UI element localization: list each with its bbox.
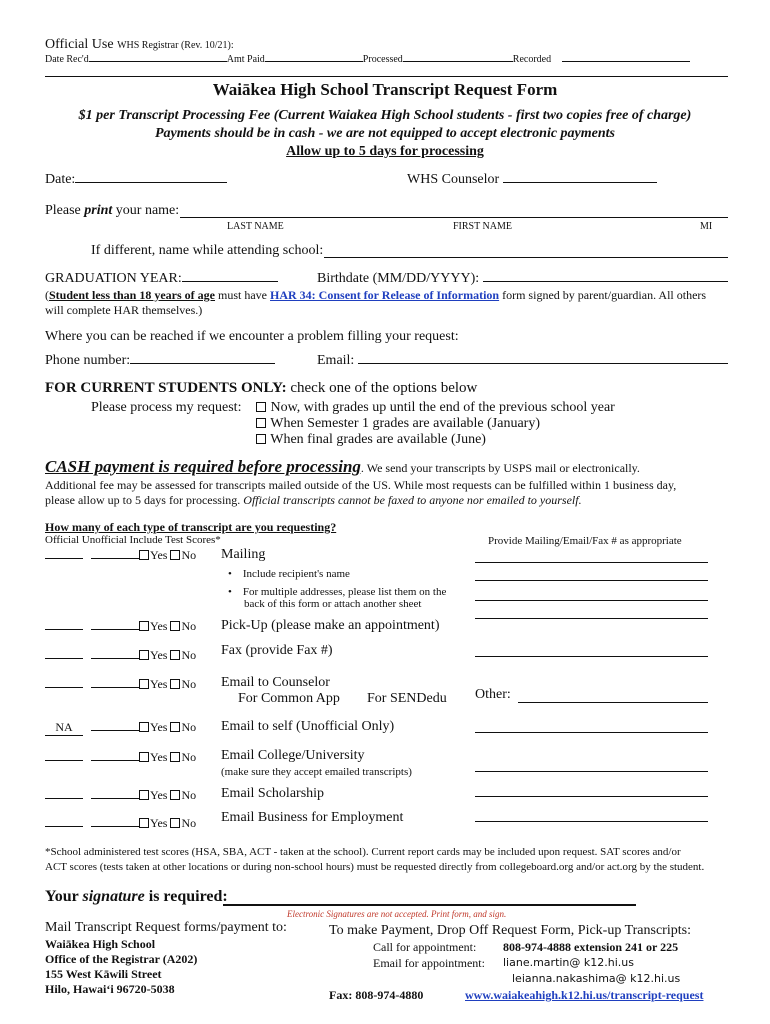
employment-line[interactable] xyxy=(475,821,708,822)
option-now[interactable] xyxy=(256,400,615,416)
email-1[interactable]: liane.martin@ k12.hi.us xyxy=(503,956,634,969)
bullet-text: Include recipient's name xyxy=(242,568,350,580)
cash-line-3-italic: Official transcripts cannot be faxed to anyone nor emailed to yourself. xyxy=(243,493,582,507)
amt-paid-field[interactable] xyxy=(265,61,363,62)
cash-heading: CASH payment is required before processing xyxy=(45,457,361,476)
common-app-label: For Common App xyxy=(238,691,340,706)
mail-heading: Mail Transcript Request forms/payment to: xyxy=(45,920,287,935)
no-label: No xyxy=(181,720,197,734)
scholarship-row-counts xyxy=(45,788,196,803)
na-label: NA xyxy=(55,720,73,734)
yes-checkbox[interactable] xyxy=(139,679,149,689)
current-students-rest: check one of the options below xyxy=(286,380,478,396)
email-field[interactable] xyxy=(358,363,728,364)
mi-label: MI xyxy=(700,221,713,232)
form-title: Waiākea High School Transcript Request Form xyxy=(212,80,558,99)
minor-note-2: will complete HAR themselves.) xyxy=(45,303,203,317)
call-label: Call for appointment: xyxy=(373,940,477,954)
cash-line-3 xyxy=(45,493,582,508)
no-label: No xyxy=(181,816,197,830)
no-checkbox[interactable] xyxy=(170,752,180,762)
current-students-heading xyxy=(45,380,477,397)
mailing-line-1[interactable] xyxy=(475,562,708,563)
column-headers: Official Unofficial Include Test Scores* xyxy=(45,534,221,546)
signature-label xyxy=(45,888,228,906)
no-checkbox[interactable] xyxy=(170,621,180,631)
other-field[interactable] xyxy=(518,702,708,703)
yes-label: Yes xyxy=(150,648,168,662)
no-checkbox[interactable] xyxy=(170,679,180,689)
mail-line-3: 155 West Kāwili Street xyxy=(45,967,162,981)
phone-row xyxy=(45,353,275,369)
email-appointment-label: Email for appointment: xyxy=(373,956,485,970)
bullet-text: For multiple addresses, please list them on the xyxy=(242,586,447,598)
official-count[interactable] xyxy=(45,658,83,659)
email-employment-label: Email Business for Employment xyxy=(221,810,404,825)
option-semester1[interactable] xyxy=(256,416,540,432)
official-na xyxy=(45,720,83,736)
table-question: How many of each type of transcript are you requesting? xyxy=(45,520,337,534)
date-row xyxy=(45,172,227,188)
yes-label: Yes xyxy=(150,677,168,691)
print-post: your name: xyxy=(112,203,180,218)
yes-label: Yes xyxy=(150,750,168,764)
name-field[interactable] xyxy=(180,217,728,218)
cash-line: Payments should be in cash - we are not equipped to accept electronic payments xyxy=(154,126,616,141)
email-row xyxy=(317,353,728,369)
email-self-label: Email to self (Unofficial Only) xyxy=(221,719,395,734)
minor-mid: must have xyxy=(215,288,271,302)
email-college-label: Email College/University xyxy=(221,748,365,763)
email-label: Email: xyxy=(317,353,355,368)
no-checkbox[interactable] xyxy=(170,818,180,828)
unofficial-count[interactable] xyxy=(91,730,139,731)
different-name-field[interactable] xyxy=(324,257,728,258)
college-note: (make sure they accept emailed transcripts) xyxy=(221,766,412,778)
official-count[interactable] xyxy=(45,826,83,827)
email-counselor-label: Email to Counselor xyxy=(221,675,330,690)
no-checkbox[interactable] xyxy=(170,790,180,800)
email-2[interactable]: leianna.nakashima@ k12.hi.us xyxy=(512,972,681,985)
option-label: When final grades are available (June) xyxy=(270,432,486,447)
minor-note: (Student less than 18 years of age must have HAR 34: Consent for Release of Information form signed by parent/guardian. All others xyxy=(45,288,707,302)
office-use-label: Official Use xyxy=(45,37,114,52)
sendedu-label: For SENDedu xyxy=(367,691,447,706)
option-final[interactable] xyxy=(256,432,486,448)
unofficial-count[interactable] xyxy=(91,658,139,659)
self-line[interactable] xyxy=(475,732,708,733)
yes-checkbox[interactable] xyxy=(139,650,149,660)
yes-checkbox[interactable] xyxy=(139,550,149,560)
print-word: print xyxy=(84,203,113,218)
no-label: No xyxy=(181,648,197,662)
unofficial-count[interactable] xyxy=(91,826,139,827)
days-line: Allow up to 5 days for processing xyxy=(286,144,484,159)
mailing-line-2[interactable] xyxy=(475,580,708,581)
recorded-field[interactable] xyxy=(562,61,690,62)
signature-note: Electronic Signatures are not accepted. Print form, and sign. xyxy=(287,909,507,919)
header-divider xyxy=(45,76,728,77)
last-name-label: LAST NAME xyxy=(227,221,284,232)
scholarship-line[interactable] xyxy=(475,796,708,797)
no-checkbox[interactable] xyxy=(170,550,180,560)
signature-post: is required: xyxy=(144,888,228,905)
grad-row xyxy=(45,271,278,287)
har-34-link[interactable]: HAR 34: Consent for Release of Information xyxy=(270,288,500,302)
reach-line: Where you can be reached if we encounter a problem filling your request: xyxy=(45,329,459,344)
option-label: Now, with grades up until the end of the previous school year xyxy=(270,400,615,415)
date-recd-label: Date Rec'd xyxy=(45,54,89,65)
name-row xyxy=(45,203,179,219)
counselor-field[interactable] xyxy=(503,182,657,183)
mail-line-4: Hilo, Hawaiʻi 96720-5038 xyxy=(45,982,175,996)
counselor-label: WHS Counselor xyxy=(407,172,500,187)
birthdate-row xyxy=(317,271,728,287)
fax-label: Fax (provide Fax #) xyxy=(221,643,333,658)
unofficial-count[interactable] xyxy=(91,629,139,630)
unofficial-count[interactable] xyxy=(91,798,139,799)
date-label: Date: xyxy=(45,172,76,187)
yes-label: Yes xyxy=(150,788,168,802)
no-checkbox[interactable] xyxy=(170,722,180,732)
minor-end: form signed by parent/guardian. All others xyxy=(499,288,707,302)
no-label: No xyxy=(181,788,197,802)
fax-line[interactable] xyxy=(475,656,708,657)
transcript-request-link[interactable]: www.waiakeahigh.k12.hi.us/transcript-request xyxy=(465,988,704,1002)
processed-field[interactable] xyxy=(403,61,513,62)
processed-label: Processed xyxy=(362,54,403,65)
mailing-row-counts xyxy=(45,548,196,563)
yes-checkbox[interactable] xyxy=(139,722,149,732)
cash-heading-row xyxy=(45,457,640,477)
official-count[interactable] xyxy=(45,760,83,761)
yes-checkbox[interactable] xyxy=(139,790,149,800)
office-use-title xyxy=(45,37,234,53)
no-label: No xyxy=(181,677,197,691)
different-name-label: If different, name while attending school: xyxy=(91,243,324,258)
yes-label: Yes xyxy=(150,720,168,734)
cash-line-2: Additional fee may be assessed for transcripts mailed outside of the US. While most requests can be fulfilled within 1 business day, xyxy=(45,478,677,492)
no-label: No xyxy=(181,619,197,633)
grad-year-field[interactable] xyxy=(182,281,278,282)
yes-checkbox[interactable] xyxy=(139,621,149,631)
unofficial-count[interactable] xyxy=(91,760,139,761)
right-column-header: Provide Mailing/Email/Fax # as appropriate xyxy=(488,535,682,547)
fax-row-counts xyxy=(45,648,196,663)
self-row-counts xyxy=(45,720,196,736)
cash-line-3-plain: please allow up to 5 days for processing. xyxy=(45,493,244,507)
footnote-line-2: ACT scores (tests taken at other locations or during non-school hours) must be requested directly from collegeboard.org and/or act.org by the student. xyxy=(45,861,705,873)
mail-line-2: Office of the Registrar (A202) xyxy=(45,952,198,966)
print-pre: Please xyxy=(45,203,85,218)
option-label: When Semester 1 grades are available (January) xyxy=(270,416,541,431)
phone-label: Phone number: xyxy=(45,353,131,368)
birthdate-field[interactable] xyxy=(483,281,728,282)
footnote-line-1: *School administered test scores (HSA, SBA, ACT - taken at the school). Current report cards may be included upon request. SAT scores and/or xyxy=(45,846,681,858)
current-students-bold: FOR CURRENT STUDENTS ONLY: xyxy=(45,380,287,396)
grad-year-label: GRADUATION YEAR: xyxy=(45,271,182,286)
signature-field[interactable] xyxy=(223,904,636,906)
mailing-label: Mailing xyxy=(221,547,266,562)
yes-checkbox[interactable] xyxy=(139,752,149,762)
no-label: No xyxy=(181,750,197,764)
bullet-recipient: • Include recipient's name xyxy=(228,568,350,580)
college-row-counts xyxy=(45,750,196,765)
mailing-line-3[interactable] xyxy=(475,600,708,601)
college-line[interactable] xyxy=(475,771,708,772)
email-scholarship-label: Email Scholarship xyxy=(221,786,325,801)
first-name-label: FIRST NAME xyxy=(453,221,512,232)
minor-bold: Student less than 18 years of age xyxy=(49,288,216,302)
signature-word: signature xyxy=(82,888,145,905)
contact-heading: To make Payment, Drop Off Request Form, Pick-up Transcripts: xyxy=(329,923,691,938)
unofficial-count[interactable] xyxy=(91,687,139,688)
other-label: Other: xyxy=(475,687,511,702)
checkbox[interactable] xyxy=(256,402,266,412)
counselor-row-counts xyxy=(45,677,196,692)
yes-label: Yes xyxy=(150,619,168,633)
amt-paid-label: Amt Paid xyxy=(226,54,265,65)
bullet-multiple: • For multiple addresses, please list them on the xyxy=(228,586,447,598)
date-recd-field[interactable] xyxy=(89,61,227,62)
unofficial-count[interactable] xyxy=(91,558,139,559)
process-label: Please process my request: xyxy=(91,400,242,415)
mail-line-1: Waiākea High School xyxy=(45,937,156,951)
no-label: No xyxy=(181,548,197,562)
date-field[interactable] xyxy=(75,182,227,183)
fee-line: $1 per Transcript Processing Fee (Current Waiakea High School students - first two copies free of charge) xyxy=(78,108,692,123)
official-count[interactable] xyxy=(45,798,83,799)
checkbox[interactable] xyxy=(256,418,266,428)
cash-tail: . We send your transcripts by USPS mail or electronically. xyxy=(360,461,640,475)
bullet-multiple-2: back of this form or attach another sheet xyxy=(244,598,422,610)
recorded-label: Recorded xyxy=(512,54,552,65)
pickup-label: Pick-Up (please make an appointment) xyxy=(221,618,440,633)
phone-field[interactable] xyxy=(130,363,275,364)
no-checkbox[interactable] xyxy=(170,650,180,660)
fax-number: Fax: 808-974-4880 xyxy=(329,988,424,1002)
mailing-line-4[interactable] xyxy=(475,618,708,619)
official-count[interactable] xyxy=(45,558,83,559)
yes-label: Yes xyxy=(150,816,168,830)
revision-label: WHS Registrar (Rev. 10/21): xyxy=(117,40,234,51)
official-count[interactable] xyxy=(45,629,83,630)
yes-label: Yes xyxy=(150,548,168,562)
official-count[interactable] xyxy=(45,687,83,688)
signature-pre: Your xyxy=(45,888,83,905)
checkbox[interactable] xyxy=(256,434,266,444)
birthdate-label: Birthdate (MM/DD/YYYY): xyxy=(317,271,480,286)
counselor-row xyxy=(407,172,657,188)
pickup-row-counts xyxy=(45,619,196,634)
yes-checkbox[interactable] xyxy=(139,818,149,828)
employment-row-counts xyxy=(45,816,196,831)
office-use-row xyxy=(45,54,690,65)
call-value: 808-974-4888 extension 241 or 225 xyxy=(503,940,679,954)
